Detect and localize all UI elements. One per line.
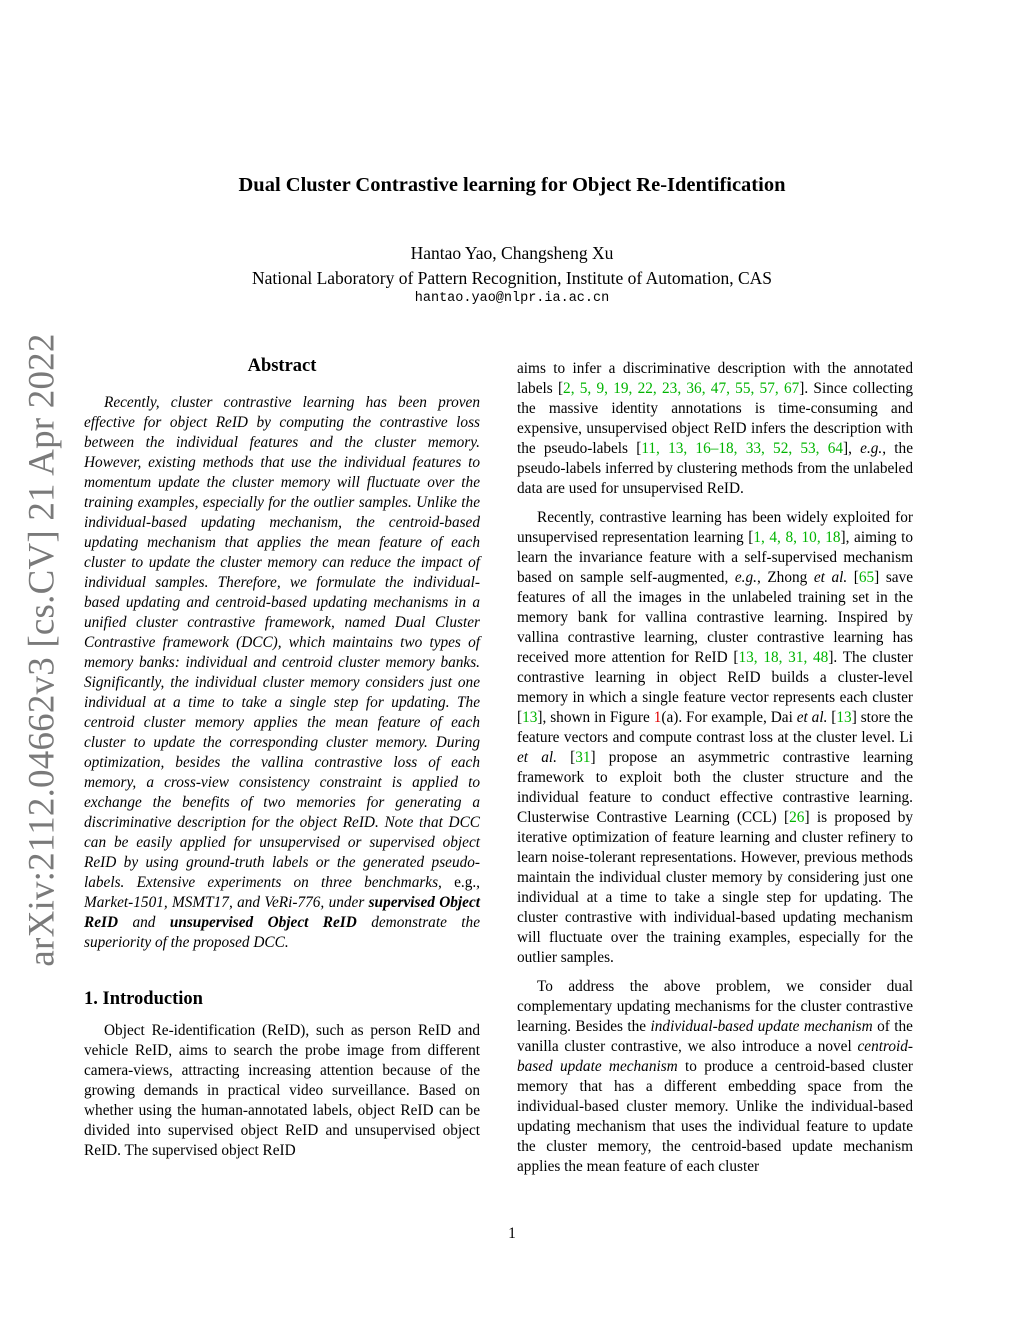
author-email: hantao.yao@nlpr.ia.ac.cn — [414, 291, 610, 306]
left-column — [84, 356, 480, 1161]
citation-link[interactable]: 26 — [789, 809, 805, 826]
intro-paragraph-3: To address the above problem, we consider dual complementary updating mechanisms for the cluster contrastive learning. Besides the individual-based update mechanism of the vanilla cluster contrastive, we also introduce a novel centroid-based update mechanism to produce a centroid-based cluster memory that has a different embedding space from the individual-based cluster memory. Unlike the individual-based updating mechanism that uses the individual feature to update the cluster memory, the centroid-based update mechanism applies the mean feature of each cluster — [517, 978, 913, 1175]
page-number: 1 — [508, 1225, 516, 1242]
author-block — [0, 241, 1024, 291]
abstract-heading: Abstract — [247, 356, 317, 376]
arxiv-identifier: arXiv:2112.04662v3 [cs.CV] 21 Apr 2022 — [21, 333, 63, 967]
paper-title: Dual Cluster Contrastive learning for Object Re-Identification — [238, 174, 786, 196]
citation-link[interactable]: 1, 4, 8, 10, 18 — [753, 529, 841, 546]
intro-paragraph-1-cont: aims to infer a discriminative description with the annotated labels [2, 5, 9, 19, 22, 23, 36, 47, 55, 57, 67]. Since collecting the massive identity annotations is time-consuming and expensive, unsupervised object ReID infers the description with the pseudo-labels [11, 13, 16–18, 33, 52, 53, 64], e.g., the pseudo-labels inferred by clustering methods from the unlabeled data are used for unsupervised ReID. — [517, 360, 913, 497]
citation-link[interactable]: 13 — [522, 709, 538, 726]
citation-link[interactable]: 13 — [836, 709, 852, 726]
intro-paragraph-1: Object Re-identification (ReID), such as person ReID and vehicle ReID, aims to search the probe image from different camera-views, attracting increasing attention because of the growing demands in practical video surveillance. Based on whether using the human-annotated labels, object ReID can be divided into supervised object ReID and unsupervised object ReID. The supervised object ReID — [84, 1022, 480, 1159]
figure-link[interactable]: 1 — [653, 709, 662, 726]
introduction-heading: 1. Introduction — [84, 989, 203, 1009]
citation-link[interactable]: 31 — [575, 749, 591, 766]
abstract-paragraph: Recently, cluster contrastive learning has been proven effective for object ReID by computing the contrastive loss between the individual features and the cluster memory. However, existing methods that use the individual features to momentum update the cluster memory will fluctuate over the training examples, especially for the outlier samples. Unlike the individual-based updating mechanism, the centroid-based updating mechanism that applies the mean feature of each cluster to update the cluster memory can reduce the impact of individual samples. Therefore, we formulate the individual-based updating and centroid-based updating mechanisms in a unified cluster contrastive framework, named Dual Cluster Contrastive framework (DCC), which maintains two types of memory banks: individual and centroid cluster memory banks. Significantly, the individual cluster memory considers just one individual at a time to take a single step for updating. The centroid cluster memory applies the mean feature of each cluster to update the corresponding cluster memory. During optimization, besides the vallina contrastive loss of each memory, a cross-view consistency constraint is applied to exchange the benefits of two memories for generating a discriminative description for the object ReID. Note that DCC can be easily applied for unsupervised or supervised object ReID by using ground-truth labels or the generated pseudo-labels. Extensive experiments on three benchmarks, e.g., Market-1501, MSMT17, and VeRi-776, under supervised Object ReID and unsupervised Object ReID demonstrate the superiority of the proposed DCC. — [84, 394, 480, 951]
author-affiliation: National Laboratory of Pattern Recognition, Institute of Automation, CAS — [251, 268, 773, 288]
right-column — [517, 359, 913, 1177]
author-names: Hantao Yao, Changsheng Xu — [410, 243, 614, 263]
citation-link[interactable]: 2, 5, 9, 19, 22, 23, 36, 47, 55, 57, 67 — [563, 380, 800, 397]
citation-link[interactable]: 13, 18, 31, 48 — [738, 649, 829, 666]
arxiv-sidebar — [18, 333, 66, 967]
intro-paragraph-2: Recently, contrastive learning has been widely exploited for unsupervised representation learning [1, 4, 8, 10, 18], aiming to learn the invariance feature with a self-supervised mechanism based on sample self-augmented, e.g., Zhong et al. [65] save features of all the images in the unlabeled training set in the memory bank for vallina contrastive learning. Inspired by vallina contrastive learning, cluster contrastive learning has received more attention for ReID [13, 18, 31, 48]. The cluster contrastive learning in object ReID builds a cluster-level memory in which a single feature vector represents each cluster [13], shown in Figure 1(a). For example, Dai et al. [13] store the feature vectors and compute contrast loss at the cluster level. Li et al. [31] propose an asymmetric contrastive learning framework to exploit both the cluster structure and the individual feature to conduct effective contrastive learning. Clusterwise Contrastive Learning (CCL) [26] is proposed by iterative optimization of feature learning and cluster refinery to learn noise-tolerant representations. However, previous methods maintain the individual cluster memory by considering just one individual at a time to take a single step for updating. The cluster contrastive with individual-based updating mechanism will fluctuate over the training examples, especially for the outlier samples. — [517, 509, 914, 966]
citation-link[interactable]: 11, 13, 16–18, 33, 52, 53, 64 — [641, 440, 844, 457]
citation-link[interactable]: 65 — [858, 569, 875, 586]
